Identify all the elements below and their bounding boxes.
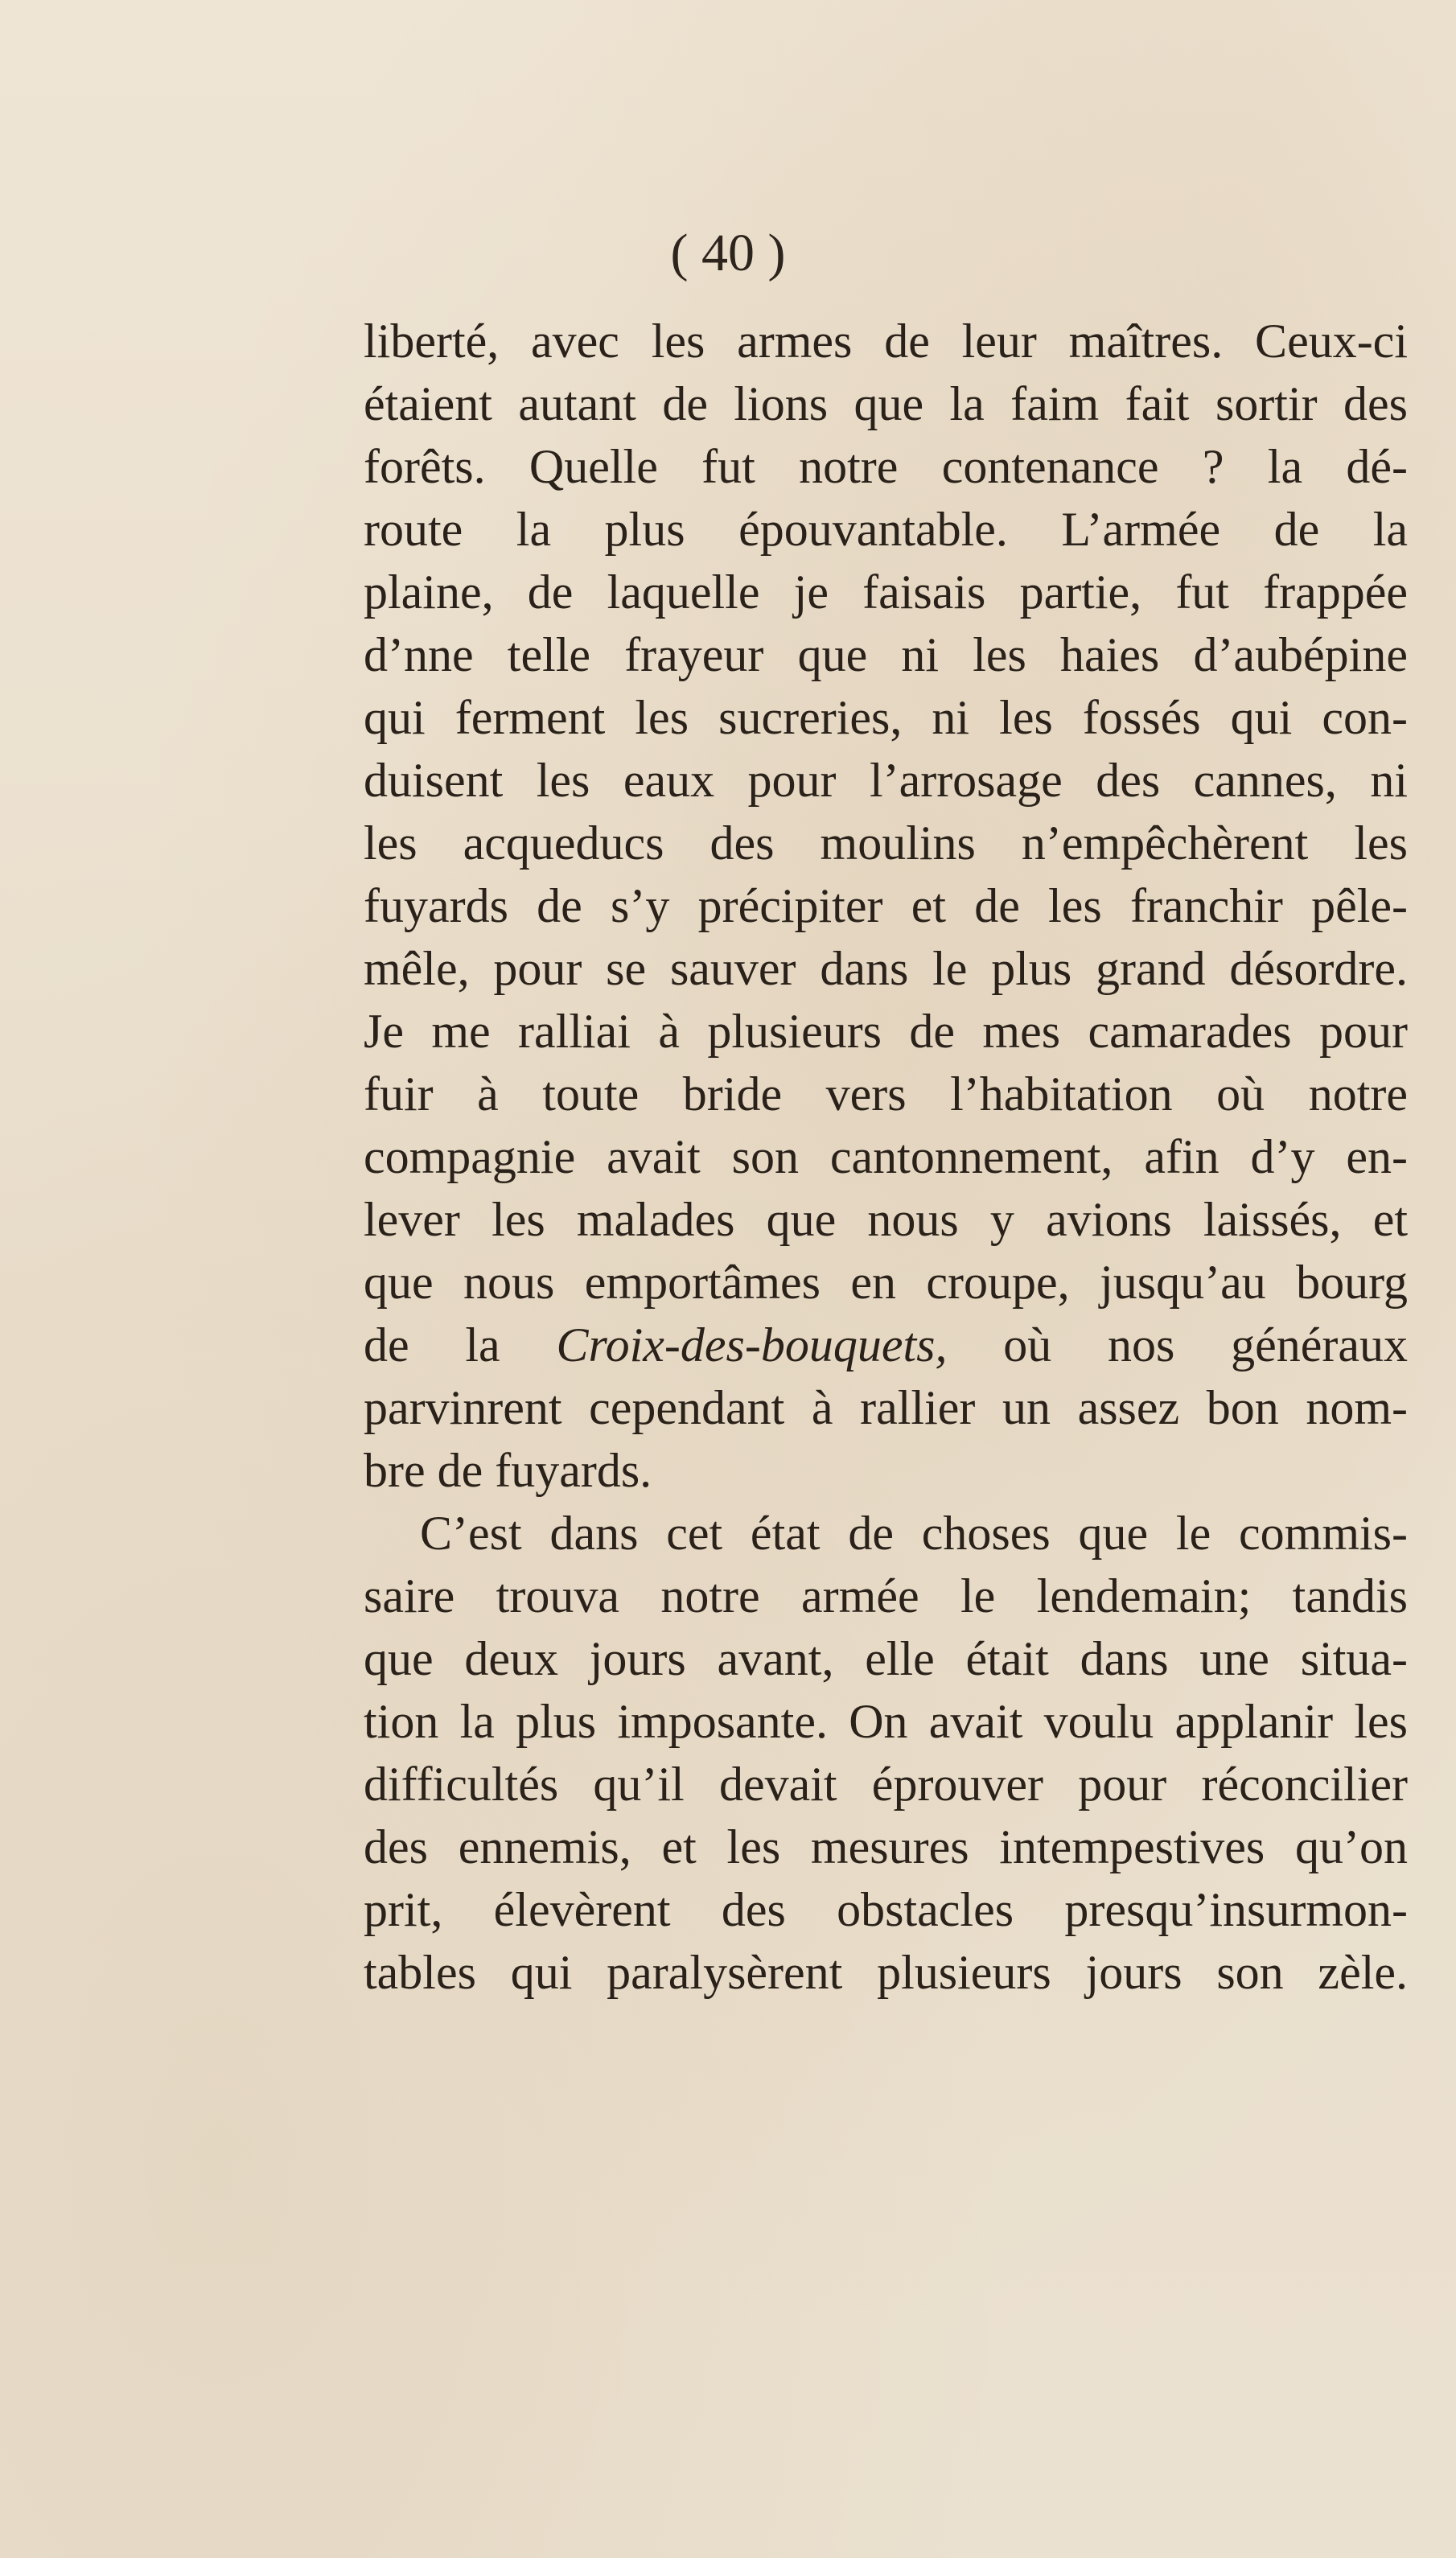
text-line: fuyards de s’y précipiter et de les franchir pêle-: [364, 879, 1408, 932]
text-line: lever les malades que nous y avions laissés, et: [364, 1193, 1408, 1246]
text-line: qui ferment les sucreries, ni les fossés qui con-: [364, 691, 1408, 744]
text-line: étaient autant de lions que la faim fait sortir des: [364, 377, 1408, 430]
text-line: compagnie avait son cantonnement, afin d’y en-: [364, 1130, 1408, 1183]
text-line: d’nne telle frayeur que ni les haies d’aubépine: [364, 628, 1408, 681]
text-line: saire trouva notre armée le lendemain; tandis: [364, 1569, 1408, 1622]
text-line: tables qui paralysèrent plusieurs jours son zèle.: [364, 1946, 1408, 1999]
text-segment: où nos généraux: [947, 1318, 1408, 1372]
text-line: que nous emportâmes en croupe, jusqu’au bourg: [364, 1256, 1408, 1309]
text-line: C’est dans cet état de choses que le commis-: [420, 1507, 1408, 1560]
text-line: fuir à toute bride vers l’habitation où notre: [364, 1067, 1408, 1121]
italic-place-name: Croix-des-bouquets,: [556, 1318, 948, 1372]
text-line: difficultés qu’il devait éprouver pour réconcilier: [364, 1758, 1408, 1811]
text-line: Je me ralliai à plusieurs de mes camarades pour: [364, 1005, 1408, 1058]
text-line-with-italic: [364, 1314, 1408, 1376]
text-line: bre de fuyards.: [364, 1444, 652, 1497]
paragraph-1: [364, 310, 1408, 1502]
text-line: parvinrent cependant à rallier un assez bon nom-: [364, 1381, 1408, 1434]
text-line: duisent les eaux pour l’arrosage des cannes, ni: [364, 754, 1408, 807]
text-line: plaine, de laquelle je faisais partie, fut frappée: [364, 565, 1408, 619]
page-number: ( 40 ): [670, 224, 786, 282]
paragraph-2: [364, 1502, 1408, 2004]
text-line: mêle, pour se sauver dans le plus grand désordre.: [364, 942, 1408, 995]
text-line: prit, élevèrent des obstacles presqu’insurmon-: [364, 1883, 1408, 1936]
body-text: [364, 310, 1408, 2004]
text-line: que deux jours avant, elle était dans une situa-: [364, 1632, 1408, 1685]
text-segment: de la: [364, 1318, 557, 1372]
text-line: route la plus épouvantable. L’armée de la: [364, 503, 1408, 556]
text-line: des ennemis, et les mesures intempestives qu’on: [364, 1820, 1408, 1873]
text-line: tion la plus imposante. On avait voulu applanir les: [364, 1695, 1408, 1748]
text-line: forêts. Quelle fut notre contenance ? la dé-: [364, 440, 1408, 493]
text-line: les acqueducs des moulins n’empêchèrent les: [364, 816, 1408, 870]
text-line: liberté, avec les armes de leur maîtres. Ceux-ci: [364, 315, 1408, 368]
